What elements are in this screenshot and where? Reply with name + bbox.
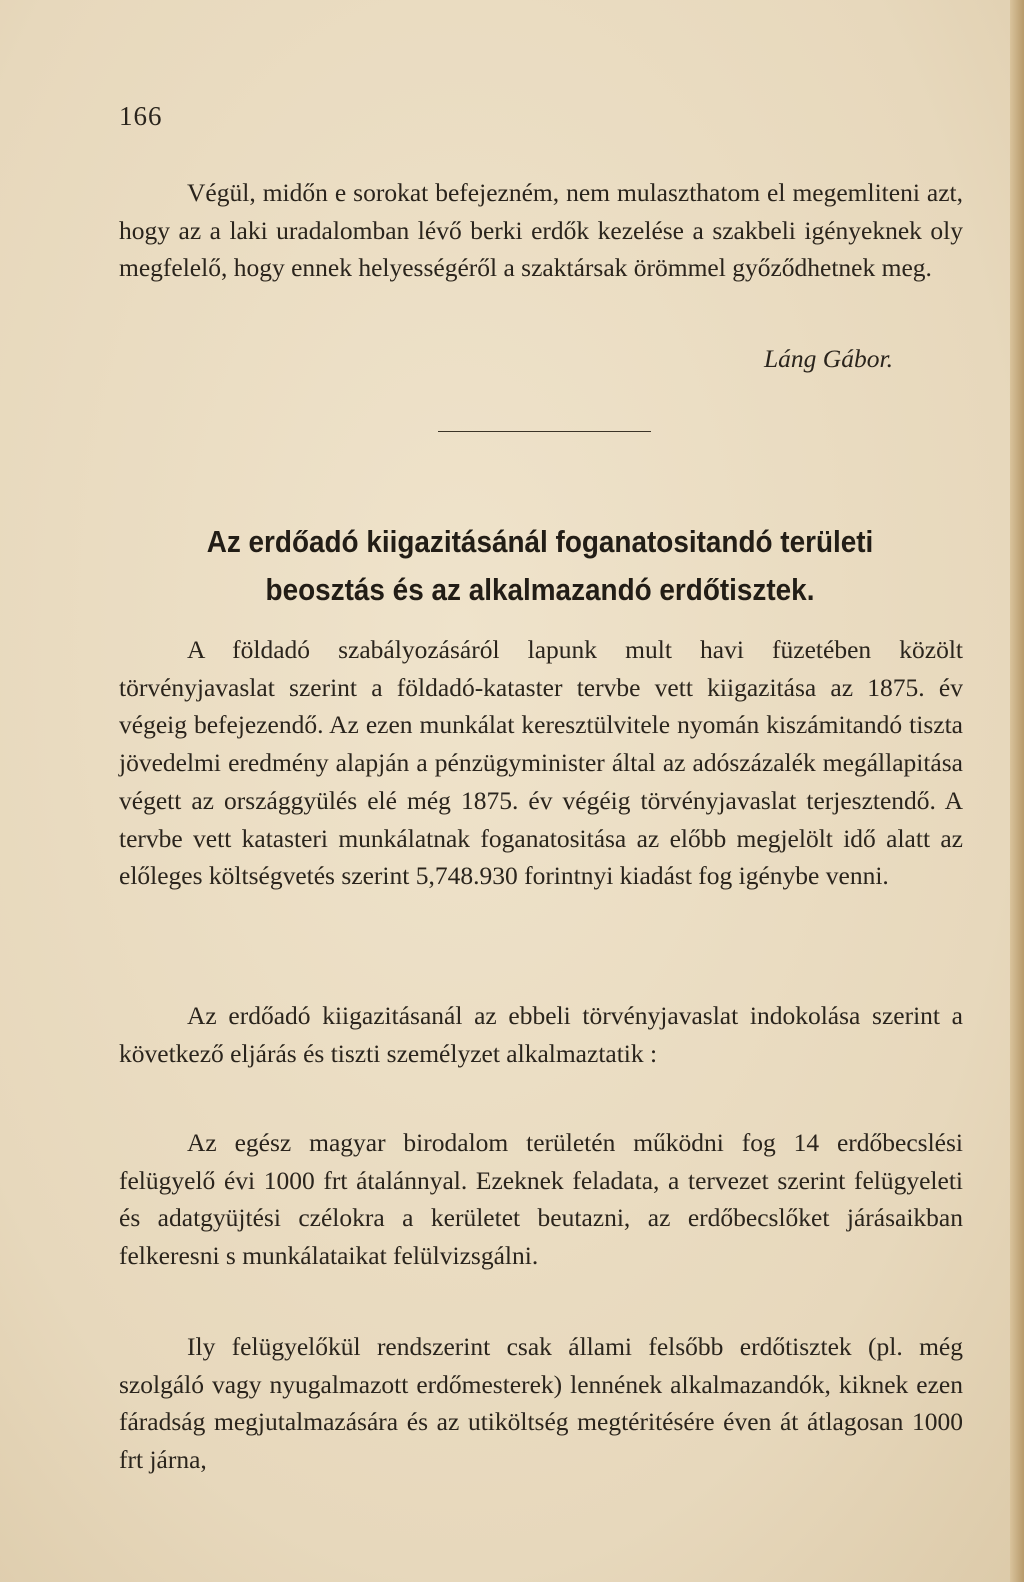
paragraph-inspector-selection: Ily felügyelőkül rendszerint csak állami felsőbb erdőtisztek (pl. még szolgáló vagy nyugalmazott erdőmesterek) lennének alkalmazandók, kiknek ezen fáradság megjutalmazására és az utiköltség megtéritésére éven át átlagosan 1000 frt járna, [119, 1332, 963, 1475]
article-heading: Az erdőadó kiigazitásánál foganatositandó területi beosztás és az alkalmazandó erdőtisztek. [206, 524, 874, 607]
paragraph-inspectors: Az egész magyar birodalom területén működni fog 14 erdőbecslési felügyelő évi 1000 frt átalánnyal. Ezeknek feladata, a tervezet szerint felügyeleti és adatgyüjtési czélokra a kerületet beutazni, az erdőbecslőket járásaikban felkeresni s munkálataikat felülvizsgálni. [119, 1128, 963, 1271]
author-signature: Láng Gábor. [764, 344, 893, 373]
paragraph-forest-tax-procedure: Az erdőadó kiigazitásanál az ebbeli törvényjavaslat indokolása szerint a következő eljárás és tiszti személyzet alkalmaztatik : [119, 1001, 963, 1068]
page-number: 166 [119, 101, 163, 131]
paragraph-land-tax: A földadó szabályozásáról lapunk mult havi füzetében közölt törvényjavaslat szerint a földadó-kataster tervbe vett kiigazitása az 1875. év végeig befejezendő. Az ezen munkálat keresztülvitele nyomán kiszámitandó tiszta jövedelmi eredmény alapján a pénzügyminister által az adószázalék megállapitása végett az országgyülés elé még 1875. év végéig törvényjavaslat terjesztendő. A tervbe vett katasteri munkálatnak foganatositása az előbb megjelölt idő alatt az előleges költségvetés szerint 5,748.930 forintnyi kiadást fog igénybe venni. [119, 635, 963, 891]
page-spine-edge [1010, 0, 1024, 1582]
paragraph-closing-remarks: Végül, midőn e sorokat befejezném, nem mulaszthatom el megemliteni azt, hogy az a laki uradalomban lévő berki erdők kezelése a szakbeli igényeknek oly megfelelő, hogy ennek helyességéről a szaktársak örömmel győződhetnek meg. [119, 178, 963, 283]
section-divider [438, 431, 651, 432]
